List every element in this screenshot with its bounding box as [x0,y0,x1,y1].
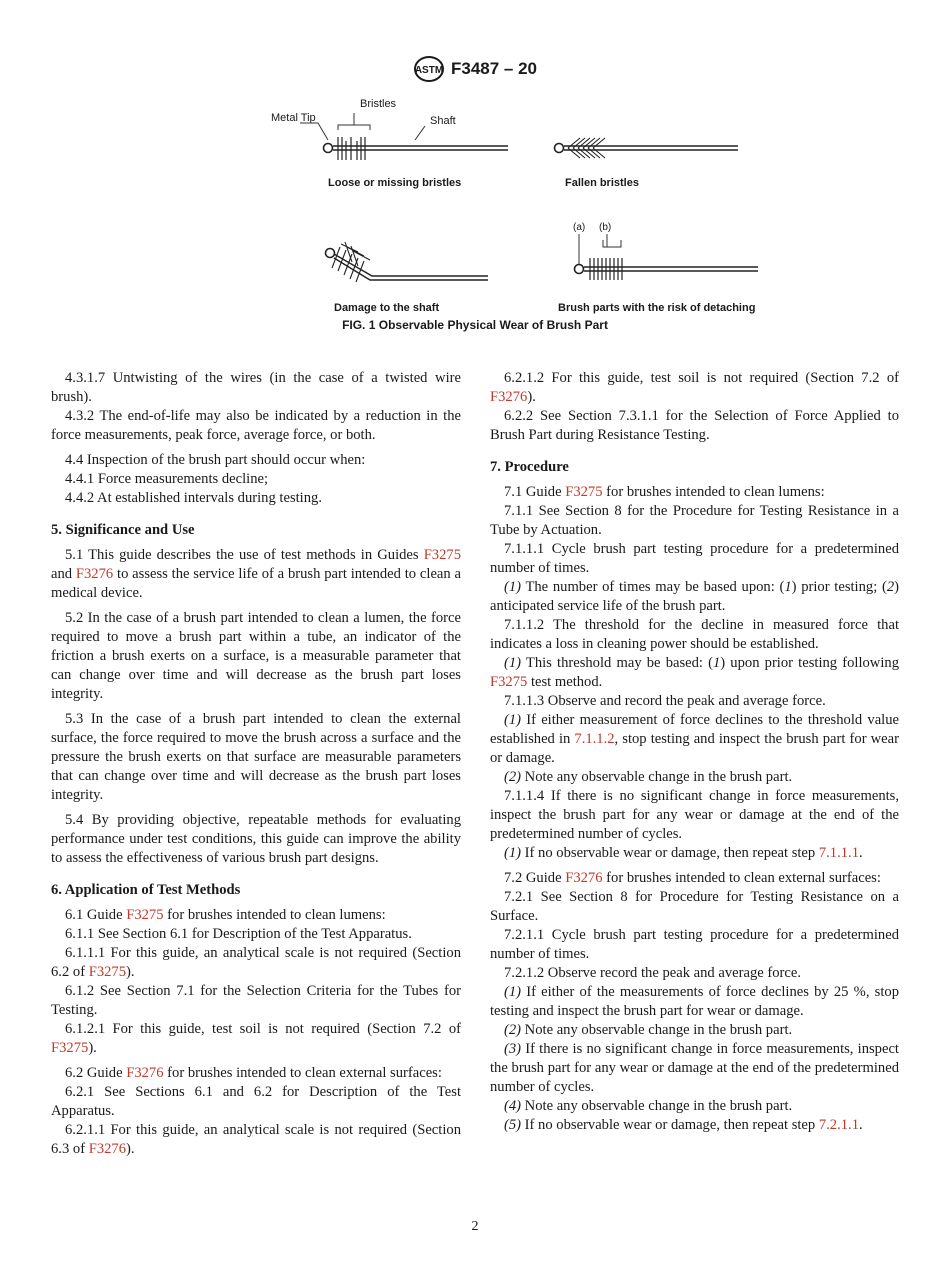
label-a: (a) [573,222,586,233]
para-7-1-1-3-item-2: (2) Note any observable change in the brush part. [504,769,793,785]
para-7-1-1-2: 7.1.1.2 The threshold for the decline in measured force that indicates a loss in cleaning power should be established. [490,617,899,652]
para-7-2-1: 7.2.1 See Section 8 for Procedure for Testing Resistance on a Surface. [490,889,899,924]
panel-loose-bristles [271,98,508,189]
para-6-1: 6.1 Guide F3275 for brushes intended to clean lumens: [65,907,386,923]
svg-text:ASTM: ASTM [414,65,444,76]
para-4-3-2: 4.3.2 The end-of-life may also be indicated by a reduction in the force measurements, peak force, average force, or both. [51,408,461,443]
ref-7-1-1-2[interactable]: 7.1.1.2 [574,731,615,747]
para-7-2-1-2: 7.2.1.2 Observe record the peak and average force. [504,965,801,981]
label-shaft: Shaft [430,115,456,127]
label-bristles: Bristles [360,98,397,110]
section-6-heading: 6. Application of Test Methods [51,882,241,898]
para-6-2-1-1: 6.2.1.1 For this guide, an analytical scale is not required (Section 6.3 of F3276). [51,1122,461,1157]
ref-f3275[interactable]: F3275 [51,1040,89,1056]
para-7-2-1-2-item-4: (4) Note any observable change in the brush part. [504,1098,793,1114]
para-4-4-2: 4.4.2 At established intervals during testing. [65,490,322,506]
para-6-1-2: 6.1.2 See Section 7.1 for the Selection Criteria for the Tubes for Testing. [51,983,461,1018]
right-column [490,369,899,1135]
para-7-2-1-2-item-3: (3) If there is no significant change in force measurements, inspect the brush part for any wear or damage at the end of the predetermined number of cycles. [490,1041,899,1095]
ref-f3275[interactable]: F3275 [126,907,164,923]
para-6-2-1: 6.2.1 See Sections 6.1 and 6.2 for Description of the Test Apparatus. [51,1084,461,1119]
para-7-1-1-1: 7.1.1.1 Cycle brush part testing procedure for a predetermined number of times. [490,541,899,576]
label-metal-tip: Metal Tip [271,112,316,124]
para-7-2-1-1: 7.2.1.1 Cycle brush part testing procedure for a predetermined number of times. [490,927,899,962]
para-5-2: 5.2 In the case of a brush part intended to clean a lumen, the force required to move a brush part within a tube, an indicator of the friction a brush exerts on a surface, is a measurable parameter that can change over time and will decrease as the brush part loses integrity. [51,610,461,702]
para-4-3-1-7: 4.3.1.7 Untwisting of the wires (in the case of a twisted wire brush). [51,370,461,405]
ref-f3276[interactable]: F3276 [88,1141,127,1157]
ref-f3275[interactable]: F3275 [423,547,461,563]
para-7-2: 7.2 Guide F3276 for brushes intended to clean external surfaces: [504,870,881,886]
subcaption-loose: Loose or missing bristles [328,177,462,189]
document-designation: F3487 – 20 [450,59,537,78]
para-7-1-1-1-item-1: (1) The number of times may be based upon: (1) prior testing; (2) anticipated service life of the brush part. [490,579,899,614]
para-5-4: 5.4 By providing objective, repeatable methods for evaluating performance under test conditions, this guide can improve the ability to assess the effectiveness of various brush part designs. [51,812,461,866]
ref-f3275[interactable]: F3275 [565,484,603,500]
para-7-2-1-2-item-2: (2) Note any observable change in the brush part. [504,1022,793,1038]
ref-f3275[interactable]: F3275 [88,964,127,980]
ref-f3276[interactable]: F3276 [565,870,603,886]
ref-7-2-1-1[interactable]: 7.2.1.1 [818,1117,859,1133]
para-6-1-2-1: 6.1.2.1 For this guide, test soil is not required (Section 7.2 of F3275). [51,1021,461,1056]
panel-detaching [558,222,758,314]
label-b: (b) [599,222,612,233]
panel-shaft-damage [326,242,489,314]
subcaption-shaft-damage: Damage to the shaft [334,302,440,314]
panel-fallen-bristles [555,138,739,189]
section-7-heading: 7. Procedure [490,459,569,475]
page-number: 2 [471,1219,479,1234]
para-7-1: 7.1 Guide F3275 for brushes intended to clean lumens: [504,484,825,500]
para-6-1-1: 6.1.1 See Section 6.1 for Description of the Test Apparatus. [65,926,412,942]
para-7-2-1-2-item-5: (5) If no observable wear or damage, then repeat step 7.2.1.1. [504,1117,863,1133]
para-7-1-1: 7.1.1 See Section 8 for the Procedure for Testing Resistance in a Tube by Actuation. [490,503,899,538]
para-7-1-1-4: 7.1.1.4 If there is no significant change in force measurements, inspect the brush part for any wear or damage at the end of the predetermined number of cycles. [490,788,899,842]
para-7-2-1-2-item-1: (1) If either of the measurements of force declines by 25 %, stop testing and inspect the brush part for wear or damage. [490,984,899,1019]
para-4-4: 4.4 Inspection of the brush part should occur when: [65,452,366,468]
para-7-1-1-3: 7.1.1.3 Observe and record the peak and average force. [504,693,826,709]
para-7-1-1-3-item-1: (1) If either measurement of force declines to the threshold value established in 7.1.1.2, stop testing and inspect the brush part for wear or damage. [490,712,899,766]
figure-caption: FIG. 1 Observable Physical Wear of Brush Part [342,318,608,332]
para-7-1-1-2-item-1: (1) This threshold may be based: (1) upon prior testing following F3275 test method. [490,655,899,690]
para-5-1: 5.1 This guide describes the use of test methods in Guides F3275 and F3276 to assess the service life of a brush part intended to clean a medical device. [51,547,461,601]
ref-7-1-1-1[interactable]: 7.1.1.1 [818,845,859,861]
para-7-1-1-4-item-1: (1) If no observable wear or damage, then repeat step 7.1.1.1. [504,845,863,861]
ref-f3276[interactable]: F3276 [490,389,528,405]
ref-f3276[interactable]: F3276 [126,1065,164,1081]
para-5-3: 5.3 In the case of a brush part intended to clean the external surface, the force required to move the brush across a surface and the pressure the brush exerts on that surface are measurable parameters that can change over time and will decrease as the brush part loses integrity. [51,711,461,803]
para-6-2-2: 6.2.2 See Section 7.3.1.1 for the Selection of Force Applied to Brush Part during Resistance Testing. [490,408,899,443]
ref-f3276[interactable]: F3276 [75,566,114,582]
para-6-2: 6.2 Guide F3276 for brushes intended to clean external surfaces: [65,1065,442,1081]
figure-brush-wear [0,0,950,340]
subcaption-detaching: Brush parts with the risk of detaching [558,302,756,314]
section-5-heading: 5. Significance and Use [51,522,195,538]
para-6-2-1-2: 6.2.1.2 For this guide, test soil is not required (Section 7.2 of F3276). [490,370,899,405]
para-4-4-1: 4.4.1 Force measurements decline; [65,471,269,487]
subcaption-fallen: Fallen bristles [565,177,639,189]
para-6-1-1-1: 6.1.1.1 For this guide, an analytical scale is not required (Section 6.2 of F3275). [51,945,461,980]
ref-f3275[interactable]: F3275 [490,674,528,690]
left-column [51,369,461,1159]
